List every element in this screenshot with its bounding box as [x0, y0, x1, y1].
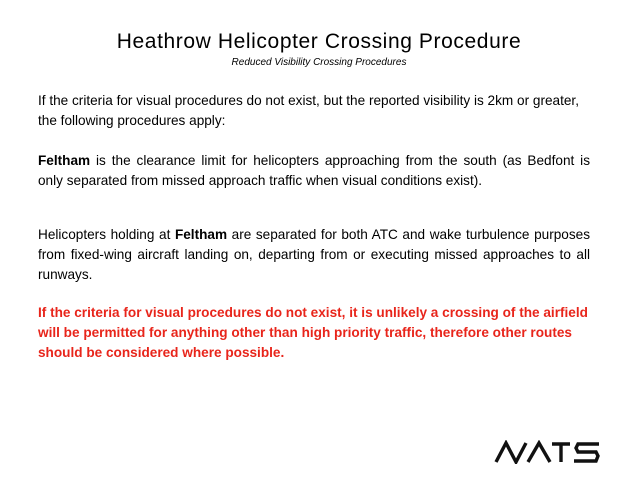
holding-feltham-bold: Feltham: [174, 227, 228, 242]
holding-text-after: are separated for both ATC and wake turbulence purposes from fixed-wing aircraft landing on, departing from or executing missed approaches to all runways.: [38, 227, 590, 282]
feltham-paragraph: [38, 151, 590, 191]
intro-paragraph: If the criteria for visual procedures do not exist, but the reported visibility is 2km or greater, the following procedures apply:: [38, 93, 579, 128]
holding-paragraph: [38, 225, 590, 285]
warning-paragraph: If the criteria for visual procedures do not exist, it is unlikely a crossing of the airfield will be permitted for anything other than high priority traffic, therefore other routes should be considered where possible.: [38, 305, 588, 360]
page-title: Heathrow Helicopter Crossing Procedure: [116, 30, 522, 53]
holding-text-before: Helicopters holding at: [38, 227, 175, 242]
nats-logo: [494, 440, 602, 464]
feltham-bold: Feltham: [38, 153, 91, 168]
feltham-text: is the clearance limit for helicopters approaching from the south (as Bedfont is only separated from missed approach traffic when visual conditions exist).: [38, 153, 590, 188]
page-subtitle: Reduced Visibility Crossing Procedures: [231, 57, 407, 68]
